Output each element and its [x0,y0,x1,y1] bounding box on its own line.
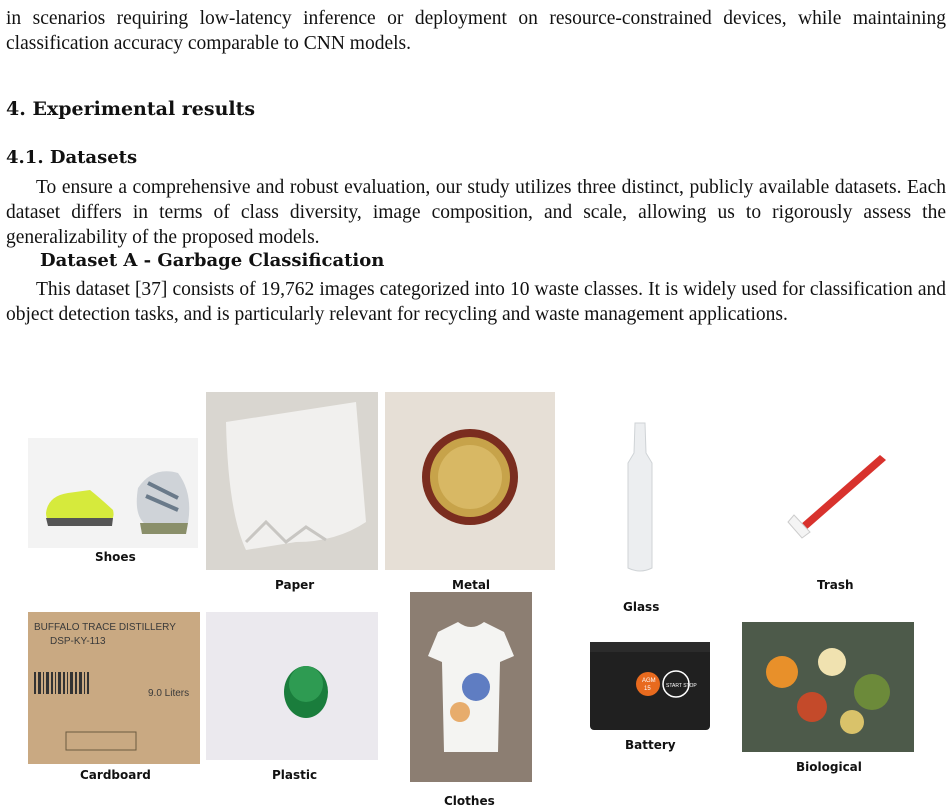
battery-stamp: START STOP [666,683,697,689]
section-title: 4. Experimental results [6,98,256,120]
subsection-title: 4.1. Datasets [6,147,138,168]
biological-caption: Biological [796,760,862,774]
battery-badge: AGM [642,678,656,684]
datasets-paragraph [6,175,946,250]
metal-caption: Metal [452,578,491,592]
clothes-image [410,592,532,782]
intro-text: in scenarios requiring low-latency inference or deployment on resource-constrained devices, while maintaining classification accuracy comparable to CNN models. [6,8,946,54]
trash-caption: Trash [817,578,854,592]
shoes-caption: Shoes [95,550,136,564]
cardboard-caption: Cardboard [80,768,151,782]
glass-caption: Glass [623,600,660,614]
plastic-caption: Plastic [272,768,318,782]
dataset-a-text: This dataset [37] consists of 19,762 images categorized into 10 waste classes. It is widely used for classification and object detection tasks, and is particularly relevant for recycling and waste management applications. [6,279,946,325]
datasets-text: To ensure a comprehensive and robust evaluation, our study utilizes three distinct, publicly available datasets. Each dataset differs in terms of class diversity, image composition, and scale, allowing us to rigorously assess the generalizability of the proposed models. [6,177,946,248]
clothes-caption: Clothes [444,794,495,808]
plastic-image [206,612,378,760]
intro-paragraph [6,6,946,56]
cardboard-print-volume: 9.0 Liters [148,688,190,699]
biological-image [742,622,914,752]
battery-badge-num: 15 [644,686,651,692]
dataset-a-title: Dataset A - Garbage Classification [40,250,385,271]
battery-caption: Battery [625,738,676,752]
trash-image [780,450,890,540]
cardboard-print-line1: BUFFALO TRACE DISTILLERY [34,622,176,633]
paper-image [206,392,378,570]
cardboard-image [28,612,200,764]
glass-image [590,418,690,578]
paper-caption: Paper [275,578,315,592]
cardboard-print-line2: DSP-KY-113 [50,636,106,647]
metal-image [385,392,555,570]
battery-image [580,632,720,734]
dataset-a-paragraph [6,277,946,327]
shoes-image [28,438,198,548]
